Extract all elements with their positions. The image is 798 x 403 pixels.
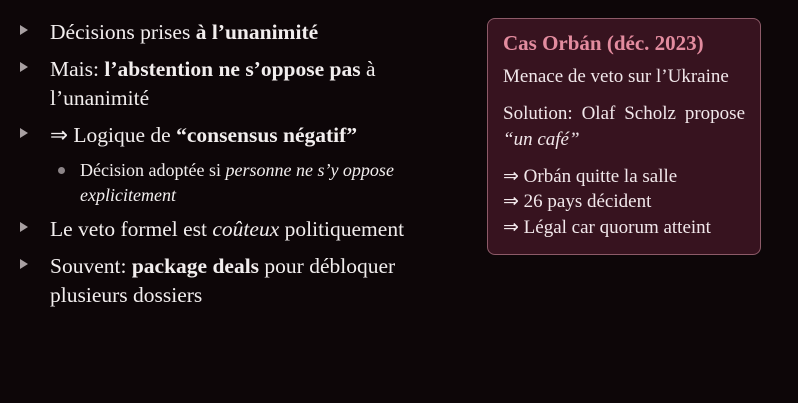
triangle-bullet-icon [20, 62, 28, 72]
list-item-text: Souvent: package deals pour débloquer plusieurs dossiers [50, 253, 396, 308]
callout-box [487, 18, 761, 255]
list-item [14, 158, 470, 208]
list-item-text: Le veto formel est coûteux politiquement [50, 217, 405, 241]
triangle-bullet-icon [20, 259, 28, 269]
list-item [14, 55, 470, 114]
callout-title: Cas Orbán (déc. 2023) [503, 31, 704, 55]
left-content-column [0, 18, 470, 318]
list-item-text: Mais: l’abstention ne s’oppose pas à l’unanimité [50, 56, 376, 111]
callout-paragraph: Menace de veto sur l’Ukraine [503, 66, 729, 88]
list-item-text: ⇒ Logique de “consensus négatif” [50, 122, 358, 147]
triangle-bullet-icon [20, 128, 28, 138]
emphasis-text: package deals [131, 253, 260, 278]
callout-line: ⇒ 26 pays décident [503, 191, 652, 213]
sub-list [14, 158, 470, 208]
emphasis-text: à l’unanimité [195, 20, 319, 44]
triangle-bullet-icon [20, 222, 28, 232]
list-item [14, 252, 470, 311]
callout-solution: Solution: Olaf Scholz propose “un café” [503, 103, 745, 150]
italic-text: “un café” [503, 128, 580, 150]
list-item [14, 18, 470, 48]
dot-bullet-icon [58, 167, 65, 174]
emphasis-text: “consensus négatif” [176, 122, 358, 147]
italic-text: coûteux [212, 217, 280, 241]
list-item [14, 121, 470, 151]
callout-line: ⇒ Orbán quitte la salle [503, 165, 678, 187]
triangle-bullet-icon [20, 25, 28, 35]
list-item [14, 215, 470, 245]
list-item-text: Décision adoptée si personne ne s’y oppose explicitement [80, 159, 394, 205]
list-item-text: Décisions prises à l’unanimité [50, 20, 319, 44]
italic-text: personne ne s’y oppose explicitement [80, 159, 394, 205]
callout-line: ⇒ Légal car quorum atteint [503, 216, 711, 238]
emphasis-text: l’abstention ne s’oppose pas [104, 56, 361, 81]
